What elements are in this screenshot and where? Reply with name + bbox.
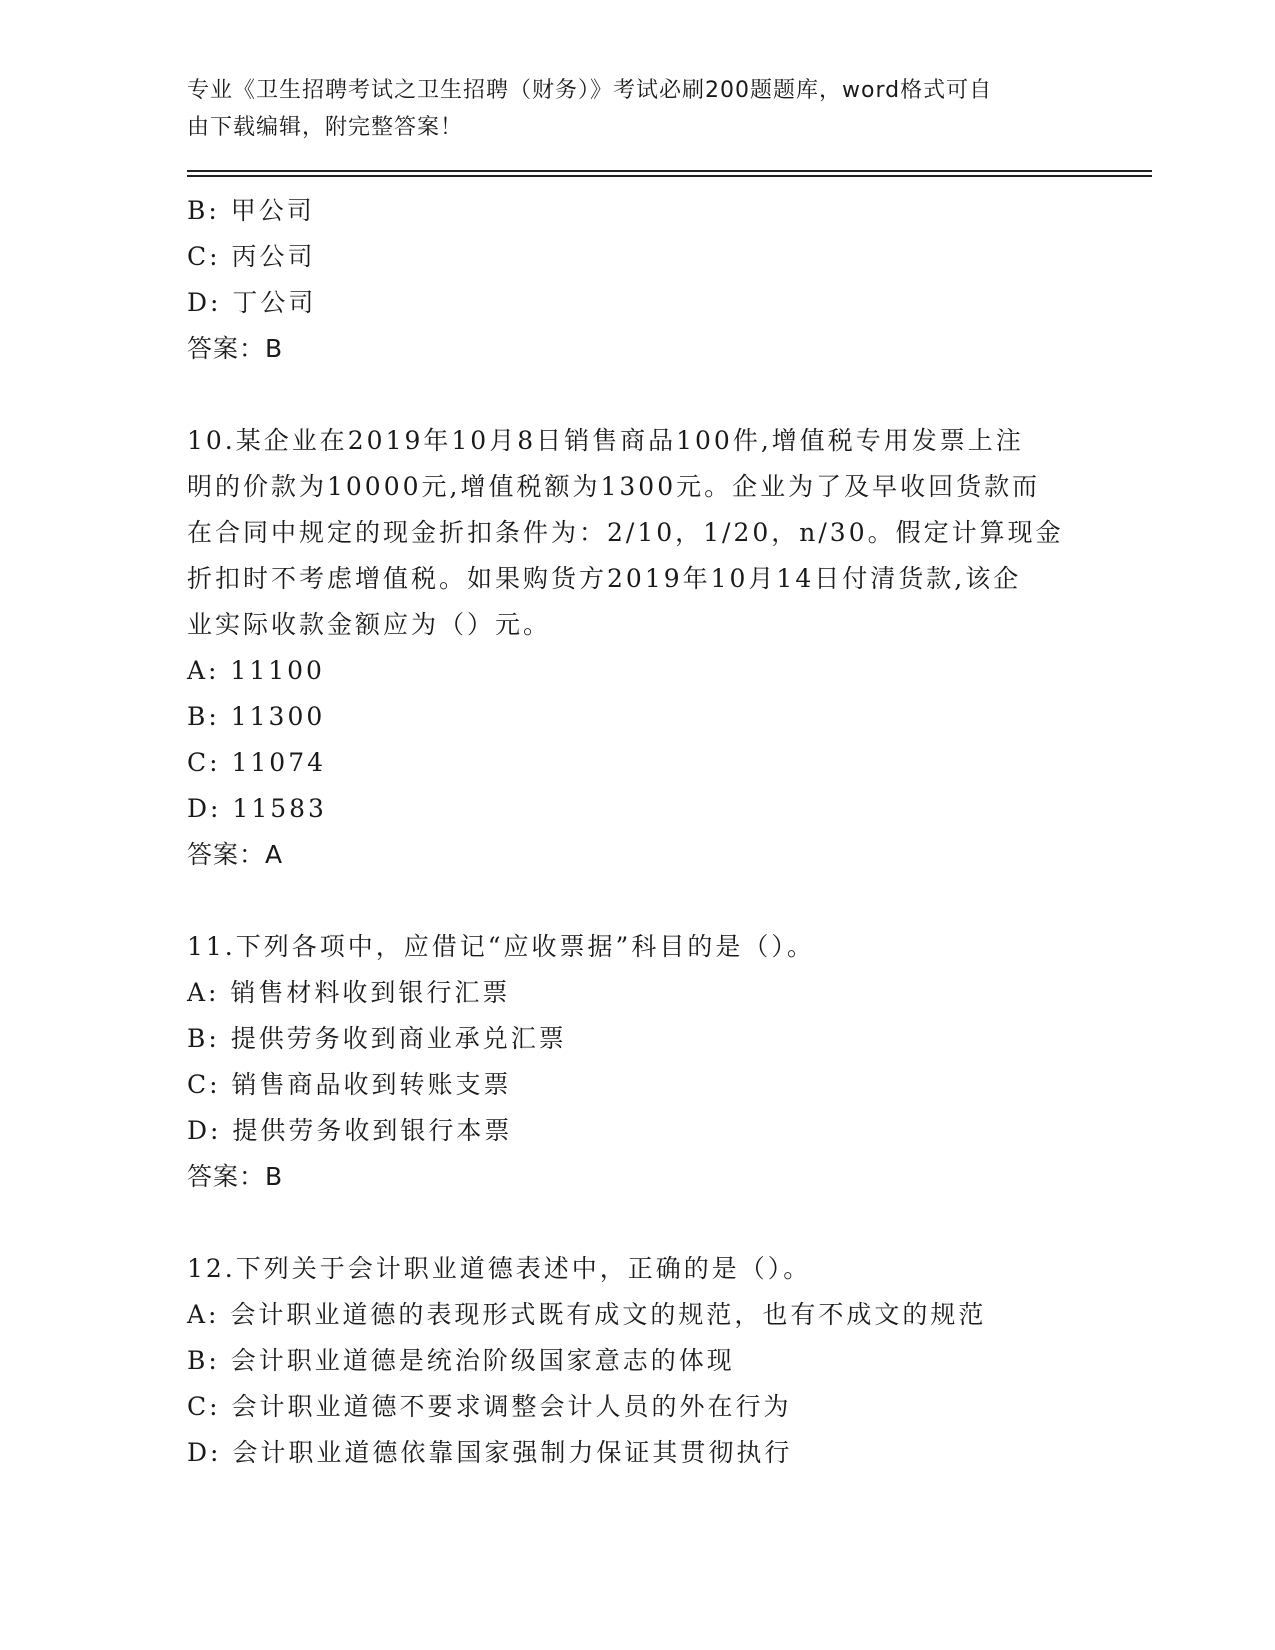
option-c: C: 丙公司 (187, 242, 316, 271)
question-11 (187, 924, 1067, 1200)
question-stem: 11.下列各项中，应借记“应收票据”科目的是（）。 (187, 932, 815, 961)
option-a: A: 会计职业道德的表现形式既有成文的规范，也有不成文的规范 (187, 1300, 987, 1329)
option-a: A: 11100 (187, 656, 325, 685)
option-d: D: 会计职业道德依靠国家强制力保证其贯彻执行 (187, 1438, 793, 1467)
option-b: B: 11300 (187, 702, 326, 731)
question-12 (187, 1246, 1067, 1476)
prev-question (187, 188, 1067, 372)
option-c: C: 11074 (187, 748, 327, 777)
option-b: B: 会计职业道德是统治阶级国家意志的体现 (187, 1346, 735, 1375)
option-d: D: 丁公司 (187, 288, 317, 317)
option-c: C: 会计职业道德不要求调整会计人员的外在行为 (187, 1392, 792, 1421)
header-rule-bottom (187, 175, 1152, 177)
option-b: B: 甲公司 (187, 196, 315, 225)
spacer (187, 1200, 1067, 1246)
option-d: D: 11583 (187, 794, 327, 823)
question-stem-line: 折扣时不考虑增值税。如果购货方2019年10月14日付清货款,该企 (187, 564, 1022, 593)
question-stem-line: 明的价款为10000元,增值税额为1300元。企业为了及早收回货款而 (187, 472, 1041, 501)
document-header (187, 72, 1067, 146)
option-a: A: 销售材料收到银行汇票 (187, 978, 511, 1007)
document-body (187, 188, 1067, 1476)
answer-line: 答案：B (187, 334, 284, 363)
question-stem-line: 业实际收款金额应为（）元。 (187, 610, 552, 639)
option-c: C: 销售商品收到转账支票 (187, 1070, 512, 1099)
question-stem: 12.下列关于会计职业道德表述中，正确的是（）。 (187, 1254, 812, 1283)
question-10 (187, 418, 1067, 878)
option-b: B: 提供劳务收到商业承兑汇票 (187, 1024, 567, 1053)
header-line-2: 由下载编辑，附完整答案！ (187, 115, 464, 140)
question-stem-line: 10.某企业在2019年10月8日销售商品100件,增值税专用发票上注 (187, 426, 1024, 455)
answer-line: 答案：A (187, 840, 284, 869)
question-stem-line: 在合同中规定的现金折扣条件为：2/10，1/20，n/30。假定计算现金 (187, 518, 1064, 547)
header-rule-top (187, 170, 1152, 172)
header-line-1: 专业《卫生招聘考试之卫生招聘（财务）》考试必刷200题题库，word格式可自 (187, 78, 993, 103)
option-d: D: 提供劳务收到银行本票 (187, 1116, 513, 1145)
spacer (187, 878, 1067, 924)
answer-line: 答案：B (187, 1162, 284, 1191)
spacer (187, 372, 1067, 418)
